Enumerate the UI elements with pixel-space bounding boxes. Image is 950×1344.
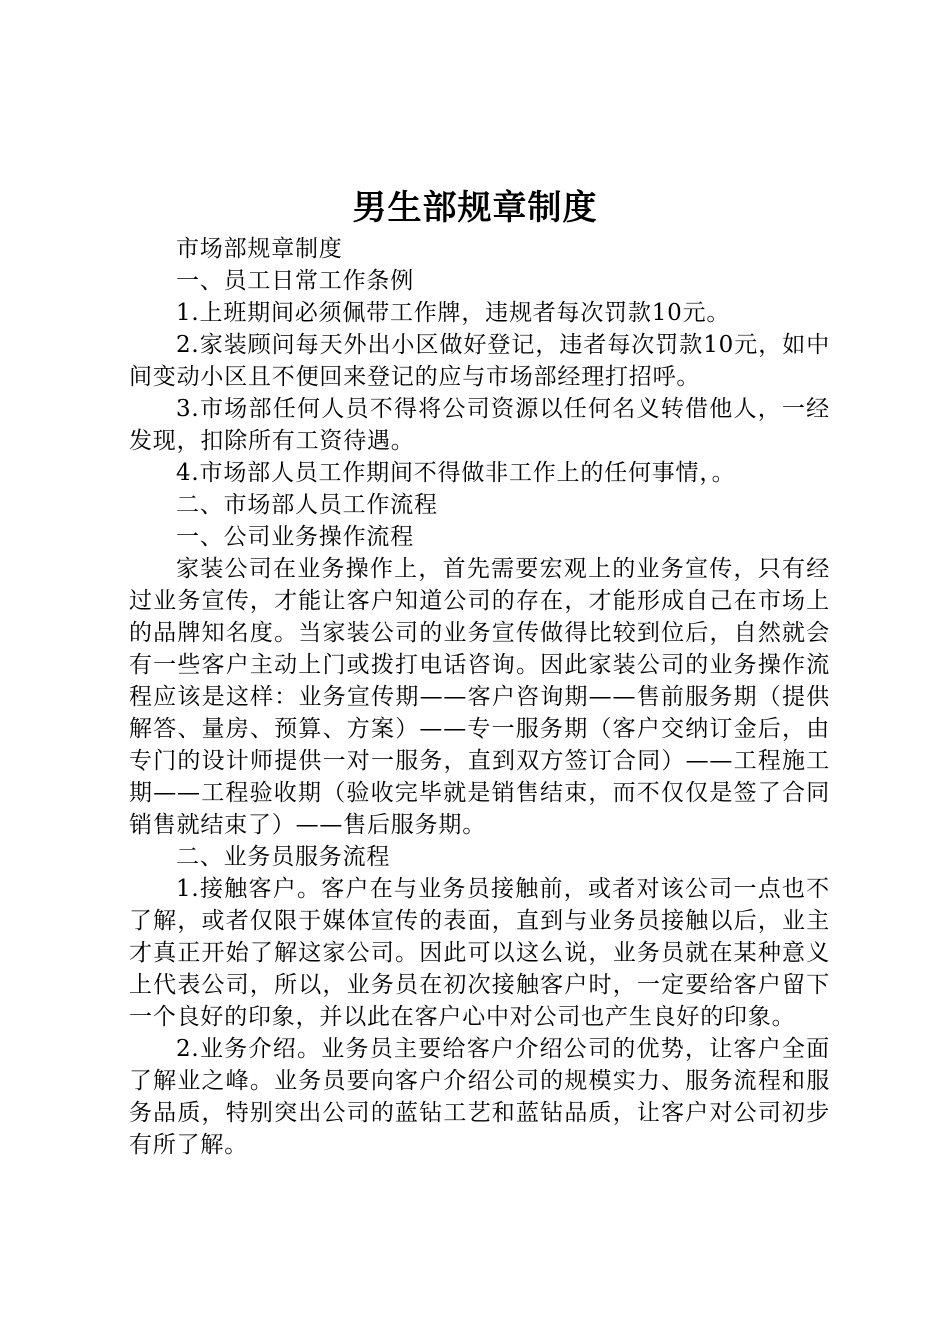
paragraph-service-step-2: 2.业务介绍。业务员主要给客户介绍公司的优势，让客户全面了解业之峰。业务员要向客户介绍公司的规模实力、服务流程和服务品质，特别突出公司的蓝钻工艺和蓝钻品质，让客户对公司初步有所了解。 [129,1036,830,1158]
paragraph-rule-4: 4.市场部人员工作期间不得做非工作上的任何事情，。 [176,460,736,486]
paragraph-subsection-business-process: 一、公司业务操作流程 [176,524,414,550]
document-title: 男生部规章制度 [352,188,598,228]
paragraph-subsection-service-process: 二、业务员服务流程 [176,844,391,870]
paragraph-rule-2: 2.家装顾问每天外出小区做好登记，违者每次罚款10元，如中间变动小区且不便回来登记的应与市场部经理打招呼。 [129,332,830,390]
document-body [129,233,830,1161]
paragraph-service-step-1: 1.接触客户。客户在与业务员接触前，或者对该公司一点也不了解，或者仅限于媒体宣传的表面，直到与业务员接触以后，业主才真正开始了解这家公司。因此可以这么说，业务员就在某种意义上代表公司，所以，业务员在初次接触客户时，一定要给客户留下一个良好的印象，并以此在客户心中对公司也产生良好的印象。 [129,876,830,1030]
paragraph-dept-rules-heading: 市场部规章制度 [176,236,343,262]
paragraph-section-daily-rules: 一、员工日常工作条例 [176,268,414,294]
paragraph-section-workflow: 二、市场部人员工作流程 [176,492,438,518]
paragraph-rule-3: 3.市场部任何人员不得将公司资源以任何名义转借他人，一经发现，扣除所有工资待遇。 [129,396,830,454]
paragraph-business-process-text: 家装公司在业务操作上，首先需要宏观上的业务宣传，只有经过业务宣传，才能让客户知道公司的存在，才能形成自己在市场上的品牌知名度。当家装公司的业务宣传做得比较到位后，自然就会有一些客户主动上门或拨打电话咨询。因此家装公司的业务操作流程应该是这样：业务宣传期——客户咨询期——售前服务期（提供解答、量房、预算、方案）——专一服务期（客户交纳订金后，由专门的设计师提供一对一服务，直到双方签订合同）——工程施工期——工程验收期（验收完毕就是销售结束，而不仅仅是签了合同销售就结束了）——售后服务期。 [129,556,830,838]
paragraph-rule-1: 1.上班期间必须佩带工作牌，违规者每次罚款10元。 [176,300,731,326]
